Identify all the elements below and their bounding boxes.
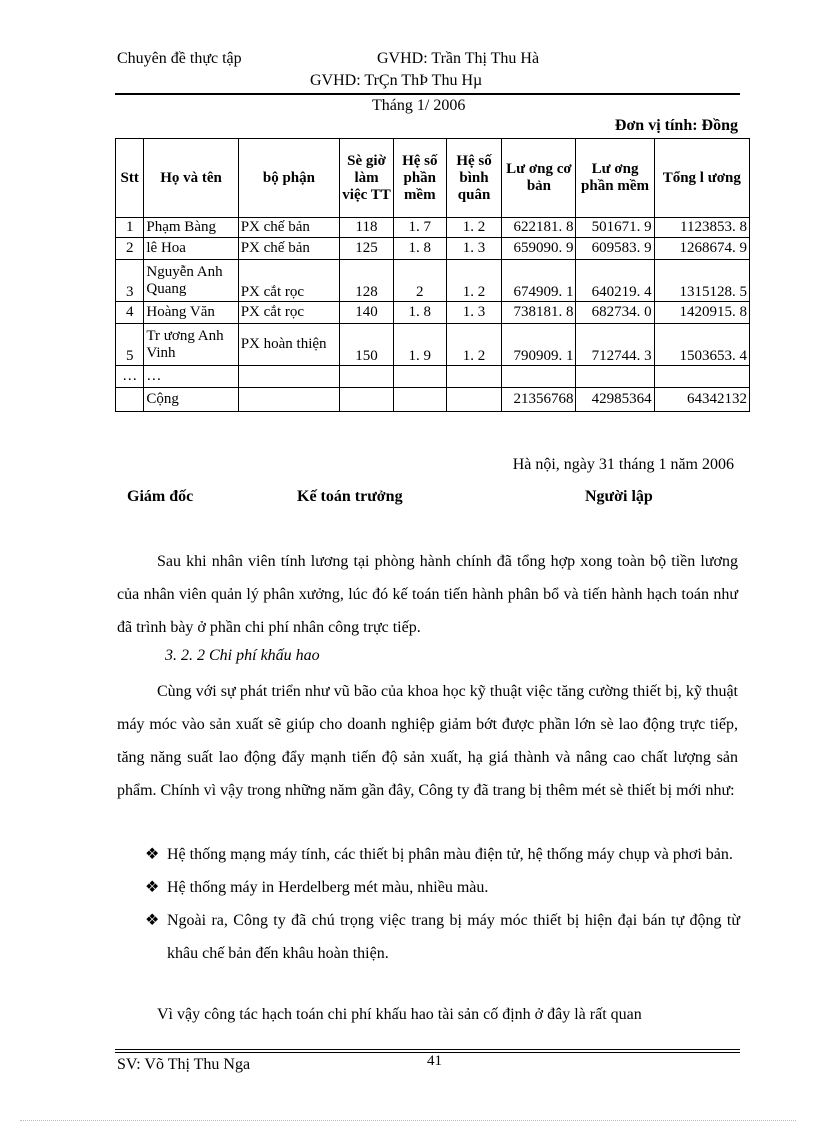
table-cell: 1. 2: [446, 218, 502, 238]
col-header: Hệ số phần mềm: [393, 139, 446, 218]
section-title: 3. 2. 2 Chi phí khấu hao: [165, 647, 320, 664]
table-cell: [446, 388, 502, 412]
table-cell: 712744. 3: [576, 324, 654, 366]
table-cell: PX hoàn thiện: [238, 324, 339, 366]
col-header: Stt: [116, 139, 144, 218]
table-cell: 1. 8: [393, 238, 446, 260]
bullet-text: Hệ thống mạng máy tính, các thiết bị phân màu điện tử, hệ thống máy chụp và phơi bản.: [167, 846, 733, 863]
table-cell: PX cắt rọc: [238, 302, 339, 324]
bullet-list: [145, 838, 740, 970]
table-cell: 1. 9: [393, 324, 446, 366]
table-row: [116, 218, 750, 238]
table-cell: Tr ương Anh Vinh: [144, 324, 238, 366]
salary-table: [115, 138, 750, 412]
table-cell: 128: [340, 260, 394, 302]
table-cell: 659090. 9: [502, 238, 576, 260]
table-cell: PX chế bản: [238, 238, 339, 260]
col-header: Tổng l ương: [654, 139, 749, 218]
table-cell: 674909. 1: [502, 260, 576, 302]
bullet-item: [145, 904, 740, 970]
table-cell: 609583. 9: [576, 238, 654, 260]
paragraph-1: Sau khi nhân viên tính lương tại phòng hành chính đã tổng hợp xong toàn bộ tiền lương của nhân viên quản lý phân xưởng, lúc đó kế toán tiến hành phân bổ và tiến hành hạch toán như đã trình bày ở phần chi phí nhân công trực tiếp.: [117, 553, 738, 636]
table-cell: [393, 366, 446, 388]
table-cell: 5: [116, 324, 144, 366]
table-cell: [238, 366, 339, 388]
signature-preparer: Người lập: [585, 488, 653, 505]
header-rule: [115, 93, 740, 95]
table-cell: [116, 388, 144, 412]
table-cell: 1. 7: [393, 218, 446, 238]
col-header: Họ và tên: [144, 139, 238, 218]
paragraph-2: Cùng với sự phát triển như vũ bão của khoa học kỹ thuật việc tăng cường thiết bị, kỹ thuật máy móc vào sản xuất sẽ giúp cho doanh nghiệp giảm bớt được phần lớn sè lao động trực tiếp, tăng năng suất lao động đẩy mạnh tiến độ sản xuất, hạ giá thành và nâng cao chất lượng sản phẩm. Chính vì vậy trong những năm gần đây, Công ty đã trang bị thêm mét sè thiết bị mới như:: [117, 683, 738, 799]
date-line: Hà nội, ngày 31 tháng 1 năm 2006: [512, 456, 734, 473]
table-cell: 125: [340, 238, 394, 260]
table-cell: [654, 366, 749, 388]
table-cell: Cộng: [144, 388, 238, 412]
col-header: Lư ơng phần mềm: [576, 139, 654, 218]
table-cell: 1. 3: [446, 238, 502, 260]
table-cell: 150: [340, 324, 394, 366]
signature-chief-accountant: Kế toán trưởng: [297, 488, 403, 505]
col-header: bộ phận: [238, 139, 339, 218]
table-cell: lê Hoa: [144, 238, 238, 260]
table-cell: …: [144, 366, 238, 388]
table-row: [116, 366, 750, 388]
table-cell: Phạm Bàng: [144, 218, 238, 238]
table-cell: [446, 366, 502, 388]
table-row: [116, 324, 750, 366]
table-cell: 140: [340, 302, 394, 324]
table-cell: 42985364: [576, 388, 654, 412]
table-cell: [393, 388, 446, 412]
header-supervisor: GVHD: Trần Thị Thu Hà: [377, 50, 540, 67]
table-cell: [576, 366, 654, 388]
header-left: Chuyên đề thực tập: [117, 50, 242, 67]
table-cell: 1420915. 8: [654, 302, 749, 324]
table-row: [116, 260, 750, 302]
table-header-row: [116, 139, 750, 218]
table-cell: 2: [116, 238, 144, 260]
table-cell: 501671. 9: [576, 218, 654, 238]
table-cell: 3: [116, 260, 144, 302]
table-cell: 738181. 8: [502, 302, 576, 324]
table-cell: PX cắt rọc: [238, 260, 339, 302]
table-cell: Nguyễn Anh Quang: [144, 260, 238, 302]
table-cell: 118: [340, 218, 394, 238]
table-cell: 1503653. 4: [654, 324, 749, 366]
table-cell: 1: [116, 218, 144, 238]
table-total-row: [116, 388, 750, 412]
table-cell: PX chế bản: [238, 218, 339, 238]
table-cell: 1. 8: [393, 302, 446, 324]
col-header: Hệ số bình quân: [446, 139, 502, 218]
table-cell: 682734. 0: [576, 302, 654, 324]
page-number: 41: [427, 1053, 442, 1069]
table-cell: [238, 388, 339, 412]
table-cell: 64342132: [654, 388, 749, 412]
bullet-text: Hệ thống máy in Herdelberg mét màu, nhiều màu.: [167, 879, 489, 896]
bullet-item: [145, 871, 740, 904]
diamond-bullet-icon: ❖: [145, 846, 160, 863]
footer-student: SV: Võ Thị Thu Nga: [117, 1056, 251, 1073]
col-header: Sè giờ làm việc TT: [340, 139, 394, 218]
table-cell: 1. 2: [446, 260, 502, 302]
table-cell: Hoàng Văn: [144, 302, 238, 324]
table-cell: 1. 2: [446, 324, 502, 366]
table-cell: 790909. 1: [502, 324, 576, 366]
bullet-item: [145, 838, 740, 871]
table-cell: [502, 366, 576, 388]
table-title: Tháng 1/ 2006: [372, 97, 466, 114]
table-cell: 1123853. 8: [654, 218, 749, 238]
table-cell: 1315128. 5: [654, 260, 749, 302]
table-cell: 622181. 8: [502, 218, 576, 238]
table-cell: 2: [393, 260, 446, 302]
table-cell: 21356768: [502, 388, 576, 412]
header-supervisor-garbled: GVHD: TrÇn ThÞ Thu Hµ: [310, 72, 483, 89]
signature-director: Giám đốc: [127, 488, 194, 505]
paragraph-3: Vì vậy công tác hạch toán chi phí khấu hao tài sản cố định ở đây là rất quan: [157, 1006, 642, 1023]
table-row: [116, 238, 750, 260]
table-cell: 4: [116, 302, 144, 324]
table-cell: [340, 388, 394, 412]
col-header: Lư ơng cơ bản: [502, 139, 576, 218]
bullet-text: Ngoài ra, Công ty đã chú trọng việc trang bị máy móc thiết bị hiện đại bán tự động từ khâu chế bản đến khâu hoàn thiện.: [167, 912, 740, 962]
table-cell: 640219. 4: [576, 260, 654, 302]
table-row: [116, 302, 750, 324]
table-cell: [340, 366, 394, 388]
unit-label: Đơn vị tính: Đồng: [614, 117, 738, 134]
footer-rule: [115, 1049, 740, 1050]
diamond-bullet-icon: ❖: [145, 879, 160, 896]
table-cell: …: [116, 366, 144, 388]
table-cell: 1. 3: [446, 302, 502, 324]
diamond-bullet-icon: ❖: [145, 912, 160, 929]
table-cell: 1268674. 9: [654, 238, 749, 260]
page-edge: [20, 1120, 796, 1121]
